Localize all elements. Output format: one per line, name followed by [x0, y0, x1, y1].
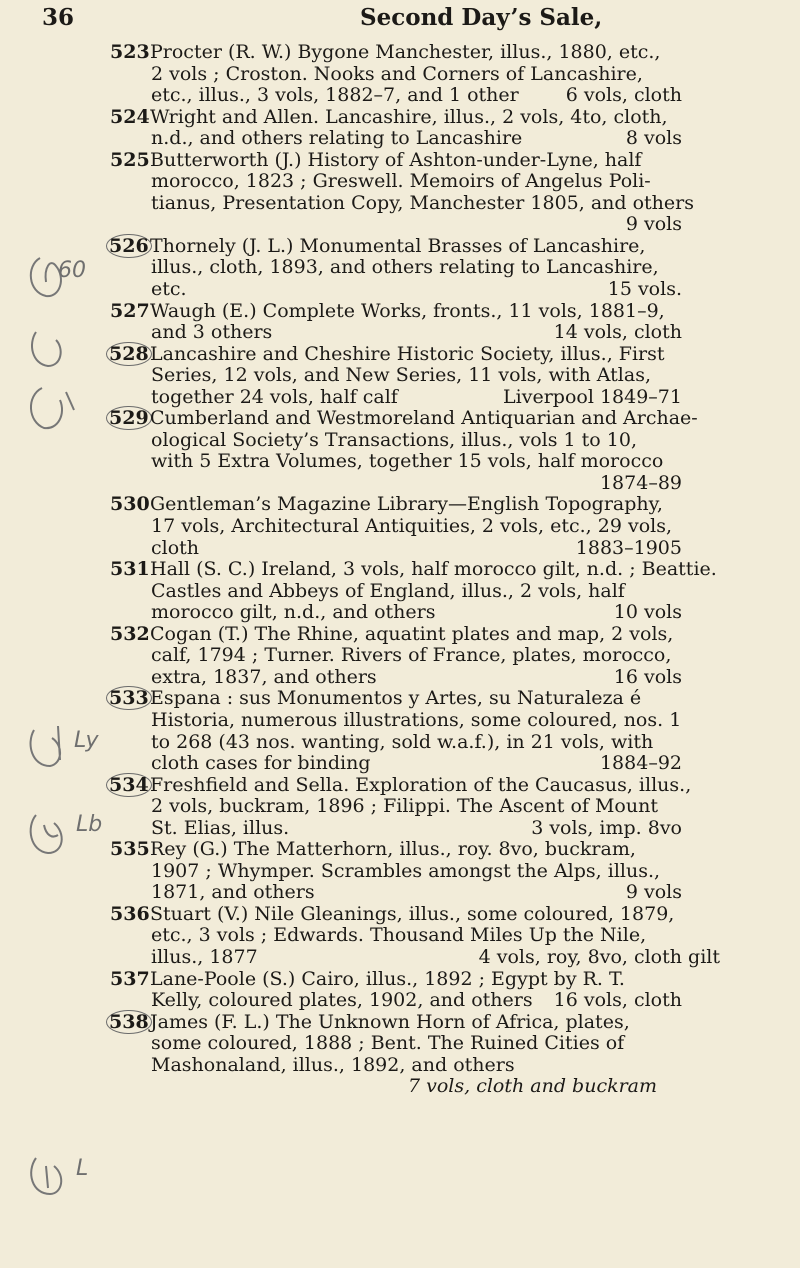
- entry-text: with 5 Extra Volumes, together 15 vols, half morocco: [151, 450, 664, 473]
- entry-text: Espana : sus Monumentos y Artes, su Naturaleza é: [150, 687, 642, 710]
- volume-count: 8 vols: [625, 127, 682, 150]
- entry-text: ological Society’s Transactions, illus., vols 1 to 10,: [151, 428, 637, 451]
- entry-text: illus., cloth, 1893, and others relating to Lancashire,: [151, 256, 659, 279]
- volume-count: 7 vols, cloth and buckram: [408, 1075, 658, 1098]
- page-header: [0, 0, 800, 40]
- entry-text: Lane-Poole (S.) Cairo, illus., 1892 ; Egypt by R. T.: [150, 967, 625, 990]
- volume-count: 10 vols: [613, 601, 682, 624]
- entry-text: cloth cases for binding: [151, 752, 371, 775]
- lot-number: 528: [110, 344, 150, 366]
- lot-entry: [0, 1012, 800, 1098]
- entry-text: tianus, Presentation Copy, Manchester 1805, and others: [151, 191, 694, 214]
- entry-text: Gentleman’s Magazine Library—English Topography,: [150, 493, 663, 516]
- entry-text: morocco gilt, n.d., and others: [151, 601, 436, 624]
- lot-number: 525: [110, 148, 150, 171]
- entry-text: Kelly, coloured plates, 1902, and others: [151, 989, 533, 1012]
- lot-number: 532: [110, 622, 150, 645]
- entry-text: Mashonaland, illus., 1892, and others: [151, 1053, 515, 1076]
- volume-count: 3 vols, imp. 8vo: [531, 816, 682, 839]
- margin-note: 60: [58, 258, 86, 283]
- volume-count: 14 vols, cloth: [553, 321, 682, 344]
- entry-text: calf, 1794 ; Turner. Rivers of France, plates, morocco,: [151, 644, 672, 667]
- lot-number: 535: [110, 838, 150, 861]
- lot-number: 526: [110, 236, 150, 258]
- lot-entry: [0, 969, 800, 1012]
- volume-count: 1883–1905: [575, 536, 682, 559]
- volume-count: 9 vols: [625, 213, 682, 236]
- lot-entry: [0, 839, 800, 904]
- entry-text: Wright and Allen. Lancashire, illus., 2 vols, 4to, cloth,: [150, 105, 668, 128]
- volume-count: 4 vols, roy, 8vo, cloth gilt: [478, 945, 720, 968]
- lot-entry: [0, 150, 800, 236]
- entry-text: Cogan (T.) The Rhine, aquatint plates and map, 2 vols,: [150, 622, 674, 645]
- lot-number: 530: [110, 493, 150, 516]
- lot-number: 536: [110, 902, 150, 925]
- lot-list: [0, 42, 800, 1098]
- entry-text: 2 vols, buckram, 1896 ; Filippi. The Ascent of Mount: [151, 795, 658, 818]
- lot-entry: [0, 42, 800, 107]
- margin-note: Ly: [74, 728, 99, 753]
- entry-text: and 3 others: [151, 321, 273, 344]
- margin-note: L: [76, 1156, 89, 1181]
- volume-count: 6 vols, cloth: [565, 84, 682, 107]
- entry-text: James (F. L.) The Unknown Horn of Africa, plates,: [150, 1010, 630, 1033]
- lot-entry: [0, 408, 800, 494]
- volume-count: 15 vols.: [607, 278, 682, 301]
- volume-count: Liverpool 1849–71: [503, 385, 682, 408]
- entry-text: illus., 1877: [151, 945, 258, 968]
- lot-entry: [0, 344, 800, 409]
- entry-text: n.d., and others relating to Lancashire: [151, 127, 523, 150]
- entry-text: Hall (S. C.) Ireland, 3 vols, half morocco gilt, n.d. ; Beattie.: [150, 558, 717, 581]
- lot-number: 537: [110, 967, 150, 990]
- volume-count: 16 vols, cloth: [553, 989, 682, 1012]
- lot-entry: [0, 904, 800, 969]
- lot-number: 533: [110, 688, 150, 710]
- entry-text: Lancashire and Cheshire Historic Society, illus., First: [150, 342, 665, 365]
- entry-text: some coloured, 1888 ; Bent. The Ruined Cities of: [151, 1032, 625, 1055]
- lot-entry: [0, 301, 800, 344]
- entry-text: etc., illus., 3 vols, 1882–7, and 1 other: [151, 84, 519, 107]
- lot-number: 538: [110, 1012, 150, 1034]
- volume-count: 1874–89: [599, 471, 682, 494]
- lot-entry: [0, 107, 800, 150]
- entry-text: etc.: [151, 278, 187, 301]
- volume-count: 9 vols: [625, 881, 682, 904]
- lot-number: 527: [110, 299, 150, 322]
- volume-count: 1884–92: [599, 752, 682, 775]
- page-number: 36: [42, 4, 75, 31]
- lot-entry: [0, 236, 800, 301]
- entry-text: St. Elias, illus.: [151, 816, 290, 839]
- entry-text: extra, 1837, and others: [151, 665, 377, 688]
- entry-text: 17 vols, Architectural Antiquities, 2 vols, etc., 29 vols,: [151, 515, 673, 538]
- entry-text: Stuart (V.) Nile Gleanings, illus., some coloured, 1879,: [150, 902, 675, 925]
- entry-text: Thornely (J. L.) Monumental Brasses of Lancashire,: [150, 234, 646, 257]
- lot-number: 529: [110, 408, 150, 430]
- entry-text: to 268 (43 nos. wanting, sold w.a.f.), in 21 vols, with: [151, 730, 654, 753]
- entry-text: Cumberland and Westmoreland Antiquarian and Archae-: [150, 407, 698, 430]
- entry-text: cloth: [151, 536, 200, 559]
- volume-count: 16 vols: [613, 665, 682, 688]
- lot-entry: [0, 624, 800, 689]
- entry-text: Rey (G.) The Matterhorn, illus., roy. 8vo, buckram,: [150, 838, 636, 861]
- entry-text: 2 vols ; Croston. Nooks and Corners of Lancashire,: [151, 62, 643, 85]
- lot-number: 524: [110, 105, 150, 128]
- entry-text: 1871, and others: [151, 881, 315, 904]
- running-title: Second Day’s Sale,: [360, 4, 603, 31]
- entry-text: morocco, 1823 ; Greswell. Memoirs of Angelus Poli-: [151, 170, 651, 193]
- lot-number: 523: [110, 41, 150, 63]
- margin-note: Lb: [76, 812, 103, 837]
- entry-text: Freshfield and Sella. Exploration of the Caucasus, illus.,: [150, 773, 692, 796]
- entry-text: etc., 3 vols ; Edwards. Thousand Miles Up the Nile,: [151, 924, 647, 947]
- lot-entry: [0, 688, 800, 774]
- lot-entry: [0, 559, 800, 624]
- entry-text: Historia, numerous illustrations, some coloured, nos. 1: [151, 708, 682, 731]
- lot-entry: [0, 775, 800, 840]
- entry-text: Castles and Abbeys of England, illus., 2 vols, half: [151, 579, 625, 602]
- lot-number: 531: [110, 558, 150, 581]
- entry-text: together 24 vols, half calf: [151, 385, 398, 408]
- entry-text: Procter (R. W.) Bygone Manchester, illus., 1880, etc.,: [150, 41, 661, 63]
- lot-entry: [0, 494, 800, 559]
- entry-text: Butterworth (J.) History of Ashton-under-Lyne, half: [150, 148, 642, 171]
- entry-text: Series, 12 vols, and New Series, 11 vols, with Atlas,: [151, 364, 651, 387]
- entry-text: Waugh (E.) Complete Works, fronts., 11 vols, 1881–9,: [150, 299, 665, 322]
- entry-text: 1907 ; Whymper. Scrambles amongst the Alps, illus.,: [151, 859, 661, 882]
- lot-number: 534: [110, 775, 150, 797]
